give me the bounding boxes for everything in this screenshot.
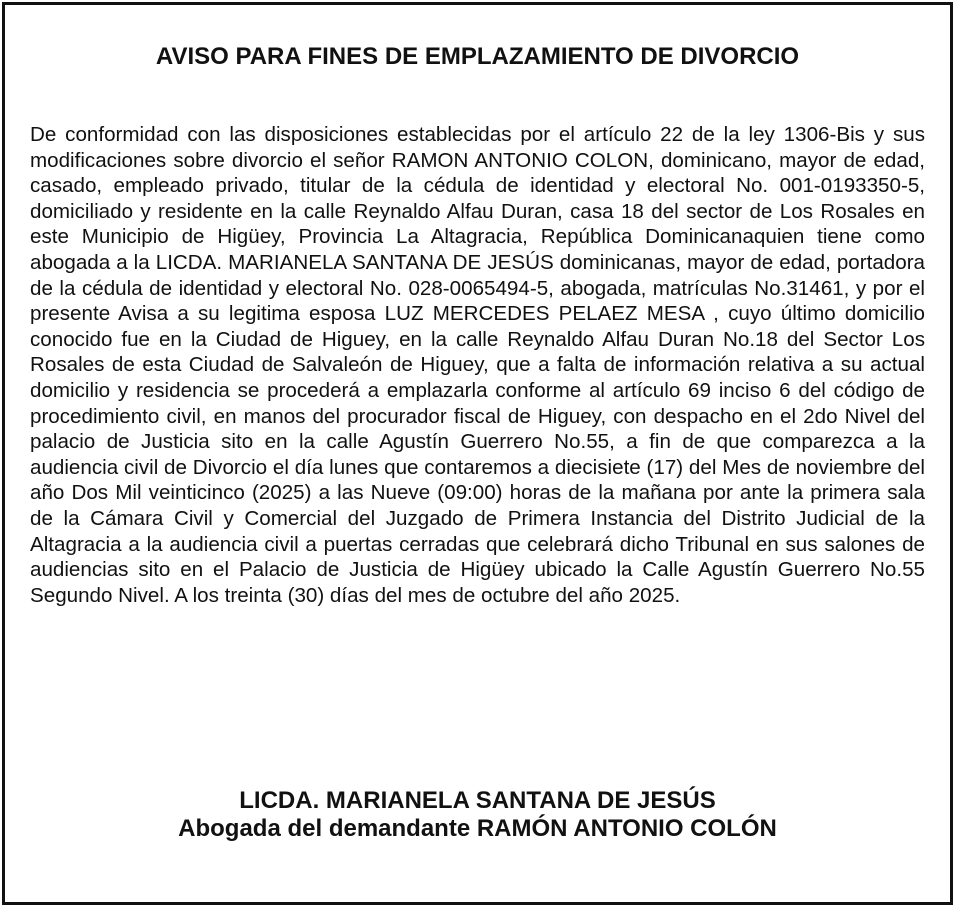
- signature-block: [5, 787, 950, 843]
- signature-role: Abogada del demandante RAMÓN ANTONIO COLÓN: [178, 815, 777, 842]
- notice-title: AVISO PARA FINES DE EMPLAZAMIENTO DE DIVORCIO: [155, 43, 800, 70]
- notice-frame: [2, 2, 953, 905]
- notice-body: De conformidad con las disposiciones establecidas por el artículo 22 de la ley 1306-Bis y sus modificaciones sobre divorcio el señor RAMON ANTONIO COLON, dominicano, mayor de edad, casado, empleado privado, titular de la cédula de identidad y electoral No. 001-0193350-5, domiciliado y residente en la calle Reynaldo Alfau Duran, casa 18 del sector de Los Rosales en este Municipio de Higüey, Provincia La Altagracia, República Dominicanaquien tiene como abogada a la LICDA. MARIANELA SANTANA DE JESÚS dominicanas, mayor de edad, portadora de la cédula de identidad y electoral No. 028-0065494-5, abogada, matrículas No.31461, y por el presente Avisa a su legitima esposa LUZ MERCEDES PELAEZ MESA , cuyo último domicilio conocido fue en la Ciudad de Higuey, en la calle Reynaldo Alfau Duran No.18 del Sector Los Rosales de esta Ciudad de Salvaleón de Higuey, que a falta de información relativa a su actual domicilio y residencia se procederá a emplazarla conforme al artículo 69 inciso 6 del código de procedimiento civil, en manos del procurador fiscal de Higuey, con despacho en el 2do Nivel del palacio de Justicia sito en la calle Agustín Guerrero No.55, a fin de que comparezca a la audiencia civil de Divorcio el día lunes que contaremos a diecisiete (17) del Mes de noviembre del año Dos Mil veinticinco (2025) a las Nueve (09:00) horas de la mañana por ante la primera sala de la Cámara Civil y Comercial del Juzgado de Primera Instancia del Distrito Judicial de la Altagracia a la audiencia civil a puertas cerradas que celebrará dicho Tribunal en sus salones de audiencias sito en el Palacio de Justicia de Higüey ubicado la Calle Agustín Guerrero No.55 Segundo Nivel. A los treinta (30) días del mes de octubre del año 2025.: [30, 123, 925, 607]
- signature-name: LICDA. MARIANELA SANTANA DE JESÚS: [239, 787, 716, 814]
